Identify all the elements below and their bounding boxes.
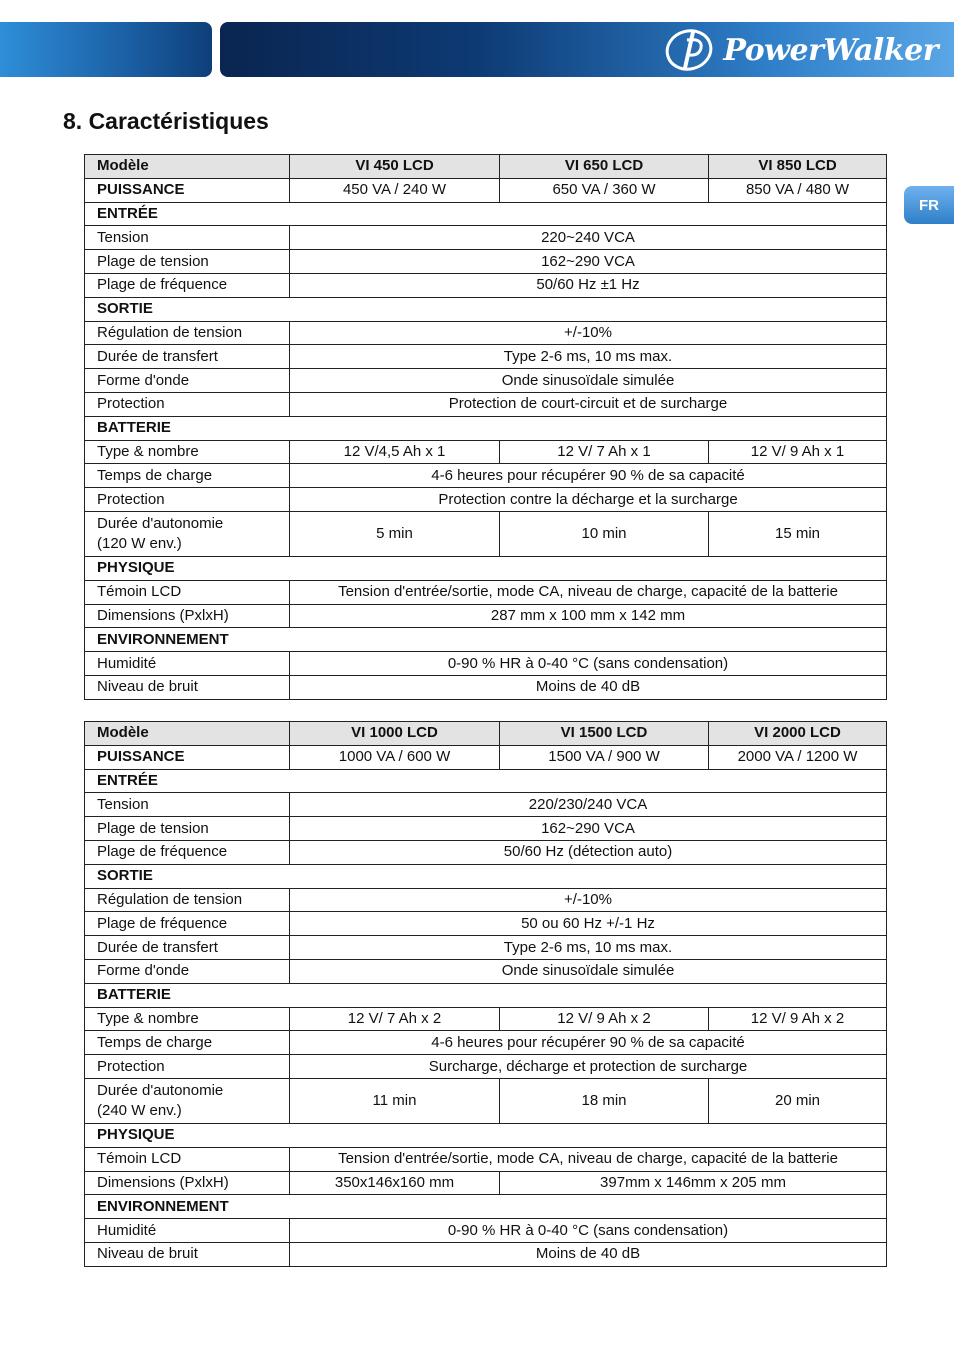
cell-value: 4-6 heures pour récupérer 90 % de sa capacité: [290, 1031, 887, 1055]
row-label: Témoin LCD: [85, 580, 290, 604]
section-label: BATTERIE: [85, 983, 887, 1007]
table-row: [85, 793, 887, 817]
language-tab[interactable]: FR: [904, 186, 954, 224]
table-row: [85, 745, 887, 769]
cell-value: Protection contre la décharge et la surcharge: [290, 488, 887, 512]
header-cell: VI 2000 LCD: [709, 722, 887, 746]
row-label: Dimensions (PxlxH): [85, 1171, 290, 1195]
cell-value: 50/60 Hz (détection auto): [290, 840, 887, 864]
cell-value: 12 V/4,5 Ah x 1: [290, 440, 500, 464]
section-label: SORTIE: [85, 297, 887, 321]
cell-value: 5 min: [290, 511, 500, 556]
row-label: Niveau de bruit: [85, 1242, 290, 1266]
section-label: ENTRÉE: [85, 202, 887, 226]
brand-logo: [663, 28, 938, 72]
section-row: [85, 202, 887, 226]
table-row: [85, 888, 887, 912]
header-cell: Modèle: [85, 155, 290, 179]
table-row: [85, 440, 887, 464]
brand-logo-text: PowerWalker: [723, 32, 938, 68]
cell-value: 0-90 % HR à 0-40 °C (sans condensation): [290, 1219, 887, 1243]
power-logo-icon: [663, 28, 719, 72]
section-row: [85, 864, 887, 888]
row-label: Plage de fréquence: [85, 273, 290, 297]
row-label-line: Durée d'autonomie: [97, 514, 224, 532]
header-cell: VI 1500 LCD: [500, 722, 709, 746]
cell-value: 15 min: [709, 511, 887, 556]
section-row: [85, 769, 887, 793]
section-label: ENVIRONNEMENT: [85, 1195, 887, 1219]
table-row: [85, 959, 887, 983]
table-row: [85, 817, 887, 841]
row-label: Régulation de tension: [85, 888, 290, 912]
cell-value: 11 min: [290, 1078, 500, 1123]
row-label: Type & nombre: [85, 440, 290, 464]
row-label: PUISSANCE: [85, 745, 290, 769]
table-row: [85, 488, 887, 512]
section-label: PHYSIQUE: [85, 1123, 887, 1147]
cell-value: 450 VA / 240 W: [290, 178, 500, 202]
cell-value: 2000 VA / 1200 W: [709, 745, 887, 769]
table-row: [85, 1007, 887, 1031]
row-label: Plage de fréquence: [85, 840, 290, 864]
row-label: Dimensions (PxlxH): [85, 604, 290, 628]
table-row: [85, 345, 887, 369]
row-label-line: Durée d'autonomie: [97, 1081, 224, 1099]
table-row: [85, 1171, 887, 1195]
table-row: [85, 675, 887, 699]
row-label: Durée de transfert: [85, 345, 290, 369]
table-row: [85, 840, 887, 864]
cell-value: 12 V/ 9 Ah x 2: [709, 1007, 887, 1031]
cell-value: 397mm x 146mm x 205 mm: [500, 1171, 887, 1195]
cell-value: 10 min: [500, 511, 709, 556]
cell-value: 12 V/ 7 Ah x 1: [500, 440, 709, 464]
banner-left-panel: [0, 22, 212, 77]
cell-value: 850 VA / 480 W: [709, 178, 887, 202]
cell-value: +/-10%: [290, 888, 887, 912]
row-label: Humidité: [85, 652, 290, 676]
cell-value: Type 2-6 ms, 10 ms max.: [290, 936, 887, 960]
section-label: ENVIRONNEMENT: [85, 628, 887, 652]
section-row: [85, 983, 887, 1007]
cell-value: 4-6 heures pour récupérer 90 % de sa capacité: [290, 464, 887, 488]
row-label: Protection: [85, 488, 290, 512]
banner-right-panel: [220, 22, 954, 77]
cell-value: Moins de 40 dB: [290, 1242, 887, 1266]
cell-value: 650 VA / 360 W: [500, 178, 709, 202]
section-row: [85, 1123, 887, 1147]
cell-value: 162~290 VCA: [290, 817, 887, 841]
section-row: [85, 416, 887, 440]
spec-table-2: [84, 721, 887, 1267]
table-row: [85, 1031, 887, 1055]
cell-value: 18 min: [500, 1078, 709, 1123]
cell-value: 350x146x160 mm: [290, 1171, 500, 1195]
cell-value: 12 V/ 9 Ah x 2: [500, 1007, 709, 1031]
cell-value: 220~240 VCA: [290, 226, 887, 250]
table-row: [85, 580, 887, 604]
cell-value: 50/60 Hz ±1 Hz: [290, 273, 887, 297]
row-label: Type & nombre: [85, 1007, 290, 1031]
table-row: [85, 912, 887, 936]
cell-value: Type 2-6 ms, 10 ms max.: [290, 345, 887, 369]
row-label: Plage de fréquence: [85, 912, 290, 936]
cell-value: +/-10%: [290, 321, 887, 345]
table-row: [85, 273, 887, 297]
row-label-line: (240 W env.): [97, 1101, 182, 1119]
cell-value: Onde sinusoïdale simulée: [290, 959, 887, 983]
cell-value: 12 V/ 7 Ah x 2: [290, 1007, 500, 1031]
cell-value: 20 min: [709, 1078, 887, 1123]
header-cell: VI 1000 LCD: [290, 722, 500, 746]
table-row: [85, 604, 887, 628]
row-label: [85, 511, 290, 556]
cell-value: Surcharge, décharge et protection de surcharge: [290, 1055, 887, 1079]
table-row: [85, 652, 887, 676]
section-label: PHYSIQUE: [85, 556, 887, 580]
cell-value: 0-90 % HR à 0-40 °C (sans condensation): [290, 652, 887, 676]
section-row: [85, 297, 887, 321]
cell-value: 50 ou 60 Hz +/-1 Hz: [290, 912, 887, 936]
row-label: Temps de charge: [85, 464, 290, 488]
table-row: [85, 1242, 887, 1266]
row-label: Humidité: [85, 1219, 290, 1243]
cell-value: 287 mm x 100 mm x 142 mm: [290, 604, 887, 628]
table-row: [85, 321, 887, 345]
row-label: Forme d'onde: [85, 369, 290, 393]
table-row: [85, 1055, 887, 1079]
section-row: [85, 1195, 887, 1219]
row-label-line: (120 W env.): [97, 534, 182, 552]
table-row: [85, 1147, 887, 1171]
table-row: [85, 1219, 887, 1243]
cell-value: Protection de court-circuit et de surcharge: [290, 392, 887, 416]
table-row: [85, 511, 887, 556]
cell-value: Onde sinusoïdale simulée: [290, 369, 887, 393]
section-row: [85, 556, 887, 580]
cell-value: 1500 VA / 900 W: [500, 745, 709, 769]
row-label: Durée de transfert: [85, 936, 290, 960]
row-label: Régulation de tension: [85, 321, 290, 345]
row-label: Plage de tension: [85, 817, 290, 841]
cell-value: 220/230/240 VCA: [290, 793, 887, 817]
table-row: [85, 936, 887, 960]
row-label: Forme d'onde: [85, 959, 290, 983]
cell-value: Tension d'entrée/sortie, mode CA, niveau de charge, capacité de la batterie: [290, 1147, 887, 1171]
row-label: Niveau de bruit: [85, 675, 290, 699]
table-row: [85, 392, 887, 416]
row-label: Protection: [85, 1055, 290, 1079]
section-label: ENTRÉE: [85, 769, 887, 793]
section-row: [85, 628, 887, 652]
row-label: Plage de tension: [85, 250, 290, 274]
header-cell: VI 650 LCD: [500, 155, 709, 179]
table-header-row: [85, 155, 887, 179]
table-row: [85, 369, 887, 393]
cell-value: Tension d'entrée/sortie, mode CA, niveau de charge, capacité de la batterie: [290, 580, 887, 604]
table-header-row: [85, 722, 887, 746]
row-label: PUISSANCE: [85, 178, 290, 202]
section-label: SORTIE: [85, 864, 887, 888]
page-title: 8. Caractéristiques: [63, 108, 269, 134]
header-banner: [0, 20, 954, 78]
table-row: [85, 1078, 887, 1123]
row-label: Protection: [85, 392, 290, 416]
row-label: Tension: [85, 226, 290, 250]
header-cell: VI 850 LCD: [709, 155, 887, 179]
section-label: BATTERIE: [85, 416, 887, 440]
table-row: [85, 226, 887, 250]
cell-value: 1000 VA / 600 W: [290, 745, 500, 769]
row-label: Témoin LCD: [85, 1147, 290, 1171]
cell-value: Moins de 40 dB: [290, 675, 887, 699]
row-label: Tension: [85, 793, 290, 817]
table-row: [85, 178, 887, 202]
row-label: [85, 1078, 290, 1123]
cell-value: 12 V/ 9 Ah x 1: [709, 440, 887, 464]
table-row: [85, 250, 887, 274]
table-row: [85, 464, 887, 488]
header-cell: Modèle: [85, 722, 290, 746]
cell-value: 162~290 VCA: [290, 250, 887, 274]
spec-table-1: [84, 154, 887, 700]
row-label: Temps de charge: [85, 1031, 290, 1055]
header-cell: VI 450 LCD: [290, 155, 500, 179]
